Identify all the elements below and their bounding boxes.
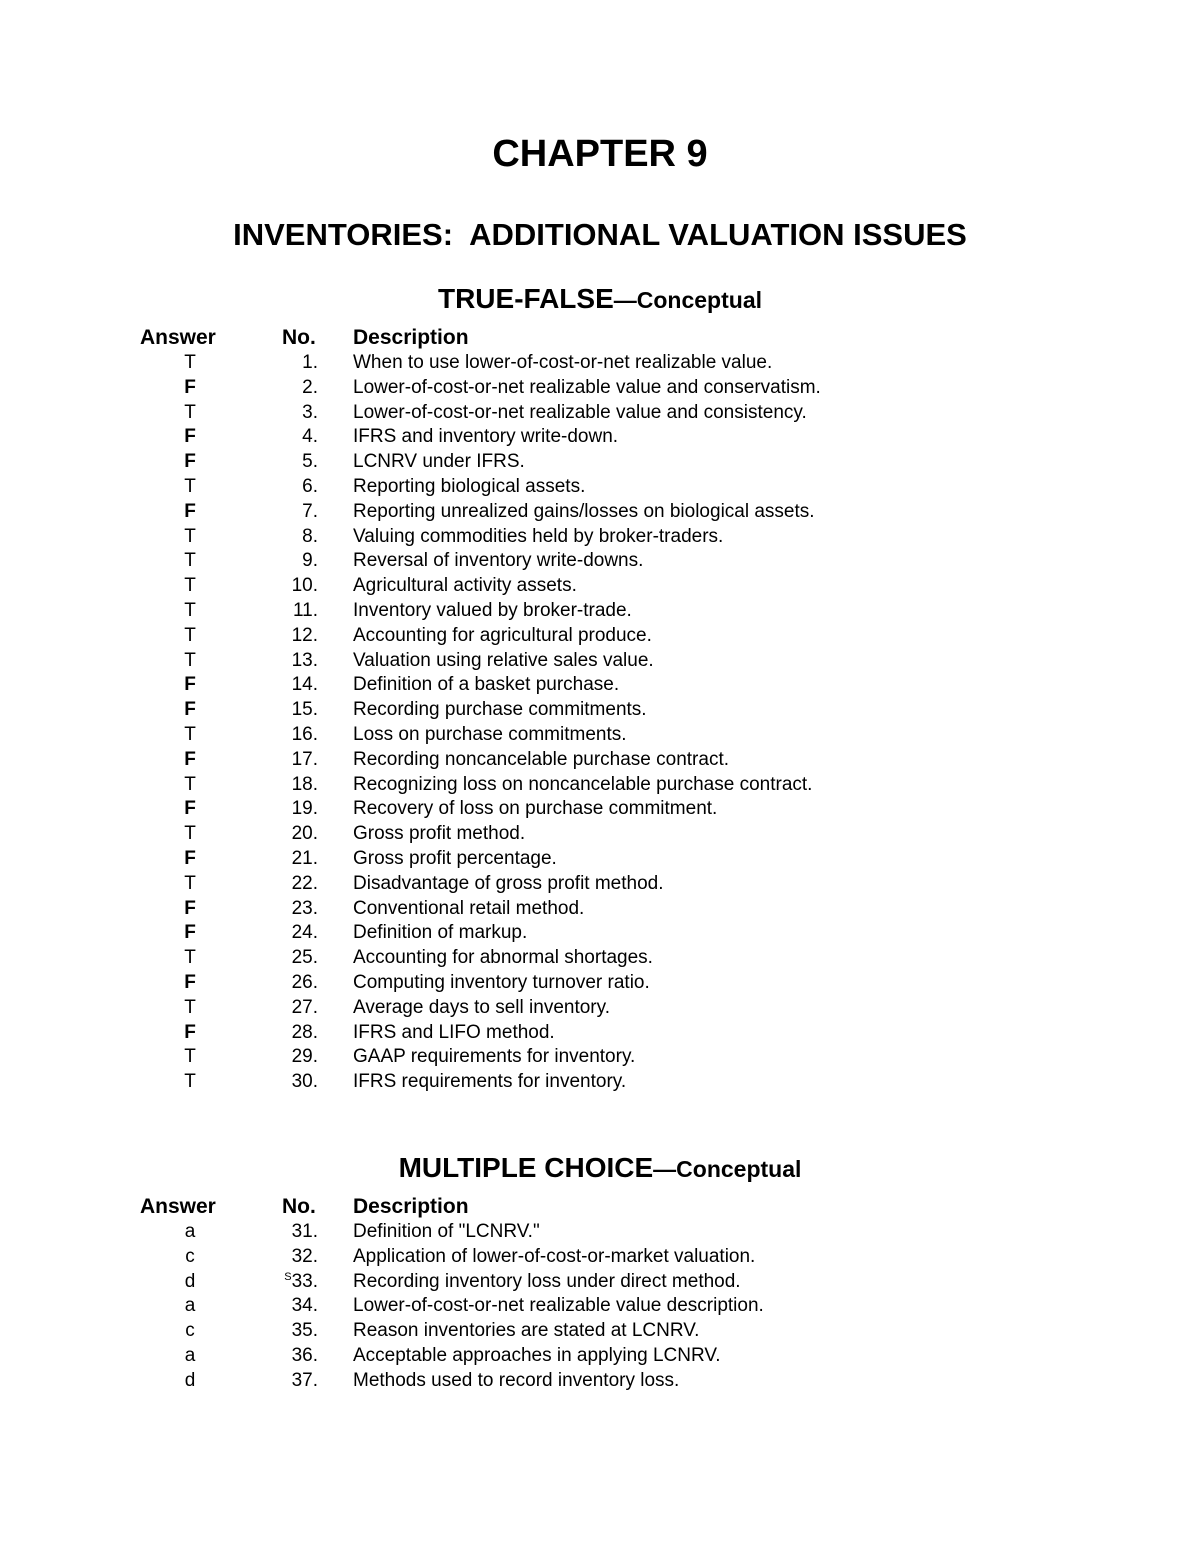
description-cell: Recovery of loss on purchase commitment.	[353, 798, 718, 820]
number-text: 37.	[291, 1369, 318, 1391]
description-cell: Definition of a basket purchase.	[353, 674, 620, 696]
number-cell	[240, 1070, 318, 1095]
number-cell	[240, 574, 318, 599]
answer-table	[0, 1194, 1200, 1394]
answer-cell: F	[184, 426, 196, 448]
description-cell: Valuation using relative sales value.	[353, 649, 654, 671]
description-cell: Definition of "LCNRV."	[353, 1221, 540, 1242]
description-cell: IFRS and inventory write-down.	[353, 426, 619, 448]
description-cell: Acceptable approaches in applying LCNRV.	[353, 1344, 721, 1366]
number-cell	[240, 748, 318, 773]
description-cell: Recording noncancelable purchase contract.	[353, 748, 730, 770]
answer-cell: F	[184, 897, 196, 919]
table-row	[0, 872, 1200, 897]
description-cell: Recognizing loss on noncancelable purchase contract.	[353, 773, 813, 795]
answer-cell: F	[184, 748, 196, 770]
number-text: 12.	[291, 624, 318, 646]
description-cell: Loss on purchase commitments.	[353, 723, 627, 745]
number-text: 7.	[302, 500, 318, 522]
description-cell: GAAP requirements for inventory.	[353, 1046, 636, 1068]
number-cell	[240, 698, 318, 723]
answer-cell: T	[184, 1071, 196, 1093]
description-cell: Reversal of inventory write-downs.	[353, 550, 644, 572]
number-text: 14.	[291, 674, 318, 696]
table-row	[0, 698, 1200, 723]
table-row	[0, 624, 1200, 649]
number-text: 28.	[291, 1021, 318, 1043]
table-row	[0, 971, 1200, 996]
answer-cell: T	[184, 723, 196, 745]
number-column-header: No.	[282, 1195, 316, 1218]
number-cell	[240, 500, 318, 525]
main-title: INVENTORIES: ADDITIONAL VALUATION ISSUES	[233, 217, 967, 252]
answer-cell: F	[184, 847, 196, 869]
answer-cell: F	[184, 451, 196, 473]
number-cell	[240, 1344, 318, 1369]
number-text: 4.	[302, 426, 318, 448]
answer-cell: d	[184, 1369, 196, 1391]
number-text: 19.	[291, 798, 318, 820]
number-cell	[240, 946, 318, 971]
number-cell	[240, 897, 318, 922]
answer-cell: F	[184, 971, 196, 993]
number-text: 25.	[291, 947, 318, 969]
number-cell	[240, 599, 318, 624]
table-row	[0, 599, 1200, 624]
number-cell	[240, 351, 318, 376]
number-text: 15.	[291, 699, 318, 721]
table-row	[0, 921, 1200, 946]
description-cell: LCNRV under IFRS.	[353, 451, 525, 473]
number-text: 32.	[291, 1245, 318, 1267]
description-cell: Average days to sell inventory.	[353, 996, 610, 1018]
table-row	[0, 401, 1200, 426]
table-row	[0, 673, 1200, 698]
number-cell	[240, 872, 318, 897]
answer-cell: T	[184, 823, 196, 845]
description-cell: Disadvantage of gross profit method.	[353, 872, 664, 894]
number-cell	[240, 525, 318, 550]
table-row	[0, 549, 1200, 574]
answer-cell: T	[184, 550, 196, 572]
answer-cell: T	[184, 1046, 196, 1068]
number-text: 24.	[291, 922, 318, 944]
number-cell	[240, 1369, 318, 1394]
table-row	[0, 773, 1200, 798]
description-cell: Conventional retail method.	[353, 897, 585, 919]
number-text: 3.	[302, 401, 318, 423]
answer-cell: F	[184, 922, 196, 944]
table-header	[0, 1194, 1200, 1220]
table-row	[0, 1270, 1200, 1295]
description-cell: When to use lower-of-cost-or-net realizable value.	[353, 352, 773, 373]
description-cell: Lower-of-cost-or-net realizable value and conservatism.	[353, 376, 821, 398]
table-row	[0, 351, 1200, 376]
description-cell: Lower-of-cost-or-net realizable value and consistency.	[353, 401, 807, 423]
number-text: 11.	[292, 599, 318, 621]
number-text: 9.	[302, 550, 318, 572]
description-cell: Gross profit percentage.	[353, 847, 557, 869]
number-text: 23.	[291, 897, 318, 919]
description-cell: Computing inventory turnover ratio.	[353, 971, 650, 993]
table-row	[0, 574, 1200, 599]
table-row	[0, 1294, 1200, 1319]
number-cell	[240, 425, 318, 450]
table-row	[0, 1045, 1200, 1070]
description-cell: Inventory valued by broker-trade.	[353, 599, 632, 621]
number-text: 29.	[291, 1046, 318, 1068]
answer-cell: F	[184, 674, 196, 696]
table-row	[0, 847, 1200, 872]
table-row	[0, 450, 1200, 475]
section-heading	[0, 1150, 1200, 1186]
number-text: 22.	[291, 872, 318, 894]
number-cell	[240, 1021, 318, 1046]
number-text: 33.	[291, 1270, 318, 1292]
description-cell: Agricultural activity assets.	[353, 575, 577, 597]
number-cell	[240, 376, 318, 401]
description-cell: Reporting unrealized gains/losses on biological assets.	[353, 500, 815, 522]
answer-cell: F	[184, 798, 196, 820]
description-cell: IFRS and LIFO method.	[353, 1021, 555, 1043]
table-row	[0, 649, 1200, 674]
number-cell	[240, 1220, 318, 1245]
number-text: 30.	[291, 1071, 318, 1093]
section-heading-main: MULTIPLE CHOICE	[398, 1152, 654, 1183]
number-cell	[240, 1245, 318, 1270]
number-text: 21.	[291, 847, 318, 869]
number-text: 1.	[302, 352, 318, 373]
table-row	[0, 748, 1200, 773]
number-cell	[240, 475, 318, 500]
number-text: 2.	[302, 376, 318, 398]
answer-cell: F	[184, 376, 196, 398]
answer-cell: T	[184, 947, 196, 969]
description-cell: Accounting for agricultural produce.	[353, 624, 652, 646]
answer-cell: T	[184, 773, 196, 795]
number-cell	[240, 996, 318, 1021]
description-cell: Accounting for abnormal shortages.	[353, 947, 653, 969]
description-cell: Recording inventory loss under direct method.	[353, 1270, 741, 1292]
description-cell: Application of lower-of-cost-or-market valuation.	[353, 1245, 756, 1267]
answer-cell: c	[185, 1245, 195, 1267]
number-text: 17.	[291, 748, 318, 770]
table-row	[0, 1245, 1200, 1270]
answer-cell: c	[185, 1320, 195, 1342]
number-text: 36.	[291, 1344, 318, 1366]
number-text: 5.	[302, 451, 318, 473]
description-cell: IFRS requirements for inventory.	[353, 1071, 627, 1093]
multiple-choice-section	[0, 1150, 1200, 1394]
table-row	[0, 1220, 1200, 1245]
number-text: 6.	[302, 475, 318, 497]
number-cell	[240, 723, 318, 748]
number-text: 35.	[291, 1320, 318, 1342]
number-cell	[240, 1270, 318, 1297]
answer-cell: F	[184, 1021, 196, 1043]
table-row	[0, 996, 1200, 1021]
answer-cell: d	[184, 1270, 196, 1292]
answer-cell: a	[184, 1344, 196, 1366]
number-cell	[240, 797, 318, 822]
number-text: 34.	[291, 1295, 318, 1317]
answer-cell: T	[184, 624, 196, 646]
description-cell: Methods used to record inventory loss.	[353, 1369, 680, 1391]
number-text: 26.	[291, 971, 318, 993]
table-row	[0, 1344, 1200, 1369]
number-cell	[240, 921, 318, 946]
true-false-section	[0, 281, 1200, 1095]
table-row	[0, 946, 1200, 971]
number-column-header: No.	[282, 326, 316, 349]
number-text: 8.	[302, 525, 318, 547]
table-row	[0, 425, 1200, 450]
number-cell	[240, 450, 318, 475]
number-text: 31.	[291, 1221, 318, 1242]
number-cell	[240, 401, 318, 426]
number-cell	[240, 624, 318, 649]
answer-table	[0, 325, 1200, 1095]
answer-cell: F	[184, 699, 196, 721]
description-cell: Gross profit method.	[353, 823, 526, 845]
table-row	[0, 723, 1200, 748]
section-heading-main: TRUE-FALSE	[437, 283, 614, 314]
answer-column-header: Answer	[140, 326, 216, 349]
answer-cell: T	[184, 352, 196, 373]
number-text: 18.	[291, 773, 318, 795]
number-text: 27.	[291, 996, 318, 1018]
answer-cell: T	[184, 872, 196, 894]
section-heading-sub: —Conceptual	[613, 287, 762, 313]
number-cell	[240, 1294, 318, 1319]
number-cell	[240, 649, 318, 674]
description-cell: Definition of markup.	[353, 922, 528, 944]
table-row	[0, 822, 1200, 847]
answer-cell: T	[184, 575, 196, 597]
description-column-header: Description	[353, 326, 469, 349]
answer-cell: T	[184, 525, 196, 547]
description-cell: Reporting biological assets.	[353, 475, 586, 497]
number-cell	[240, 1319, 318, 1344]
table-row	[0, 797, 1200, 822]
number-cell	[240, 673, 318, 698]
answer-cell: a	[184, 1295, 196, 1317]
description-cell: Reason inventories are stated at LCNRV.	[353, 1320, 700, 1342]
answer-cell: T	[184, 599, 196, 621]
table-row	[0, 525, 1200, 550]
number-cell	[240, 773, 318, 798]
number-text: 10.	[291, 575, 318, 597]
answer-cell: F	[184, 500, 196, 522]
answer-column-header: Answer	[140, 1195, 216, 1218]
number-cell	[240, 971, 318, 996]
section-heading	[0, 281, 1200, 317]
table-row	[0, 1369, 1200, 1394]
number-text: 20.	[291, 823, 318, 845]
number-prefix: S	[284, 1270, 292, 1283]
number-cell	[240, 822, 318, 847]
description-cell: Valuing commodities held by broker-traders.	[353, 525, 724, 547]
table-row	[0, 475, 1200, 500]
table-row	[0, 500, 1200, 525]
table-row	[0, 897, 1200, 922]
answer-cell: T	[184, 996, 196, 1018]
table-header	[0, 325, 1200, 351]
chapter-title: CHAPTER 9	[492, 133, 708, 175]
answer-cell: T	[184, 401, 196, 423]
description-cell: Lower-of-cost-or-net realizable value description.	[353, 1295, 764, 1317]
description-column-header: Description	[353, 1195, 469, 1218]
description-cell: Recording purchase commitments.	[353, 699, 647, 721]
table-row	[0, 376, 1200, 401]
answer-cell: a	[184, 1221, 196, 1242]
section-heading-sub: —Conceptual	[653, 1156, 802, 1182]
number-text: 16.	[291, 723, 318, 745]
table-row	[0, 1070, 1200, 1095]
number-cell	[240, 549, 318, 574]
number-cell	[240, 847, 318, 872]
table-row	[0, 1021, 1200, 1046]
number-cell	[240, 1045, 318, 1070]
answer-cell: T	[184, 475, 196, 497]
table-row	[0, 1319, 1200, 1344]
number-text: 13.	[291, 649, 318, 671]
answer-cell: T	[184, 649, 196, 671]
